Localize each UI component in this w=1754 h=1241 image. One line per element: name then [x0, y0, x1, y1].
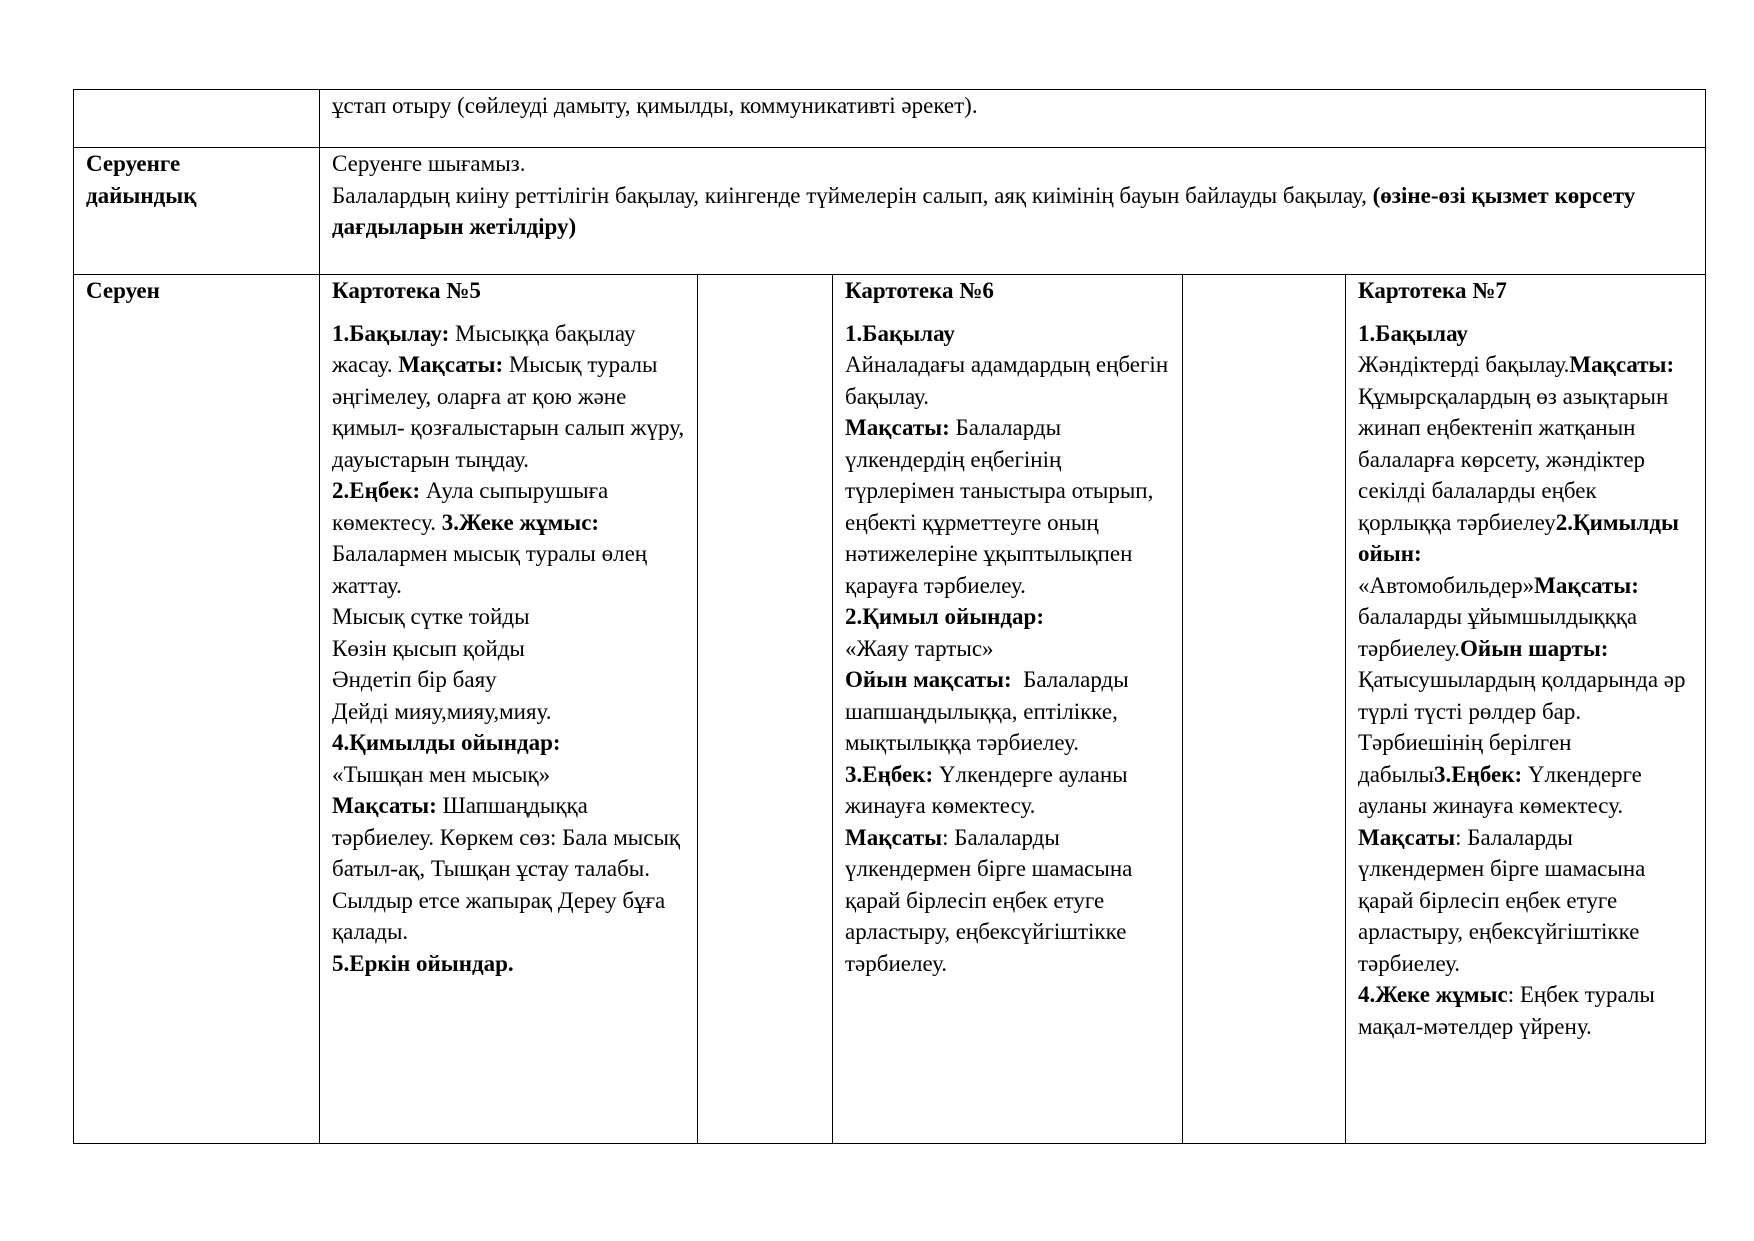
card-6-cell [833, 275, 1183, 1144]
card-5-game-goal-heading: Мақсаты: [332, 793, 437, 818]
poem-line: Әндетіп бір баяу [332, 667, 497, 692]
card-7-observation-heading: 1.Бақылау [1358, 320, 1468, 346]
card-6-game-goal-heading: Ойын мақсаты: [845, 667, 1012, 692]
card-6-observation-heading: 1.Бақылау [845, 320, 955, 346]
table-row [74, 148, 1706, 275]
card-7-individual-text: : Еңбек туралы мақал-мәтелдер үйрену. [1358, 982, 1655, 1039]
card-6-goal-heading: Мақсаты: [845, 415, 950, 440]
card-6-work-text: Үлкендерге ауланы жинауға көмектесу. [845, 761, 1128, 818]
card-5-work [332, 475, 685, 601]
empty-cell [698, 275, 833, 1144]
card-6-work-goal-text: : Балаларды үлкендермен бірге шамасына қарай бірлесіп еңбек етуге арластыру, еңбексүйгіштікке тәрбиелеу. [845, 824, 1133, 976]
row-content-cell [320, 148, 1706, 275]
table-row [74, 275, 1706, 1144]
card-7-work-goal [1358, 822, 1693, 980]
card-7-work-heading: 3.Еңбек: [1434, 761, 1523, 787]
card-5-observation-text: Мысыққа бақылау жасау. [332, 320, 636, 377]
card-5-games [332, 727, 685, 948]
card-5-title: Картотека №5 [332, 278, 481, 303]
card-6-goal-text: Балаларды үлкендердің еңбегінің түрлерімен таныстыра отырып, еңбекті құрметтеуге оның нәтижелеріне ұқыптылықпен қарауға тәрбиелеу. [845, 415, 1154, 598]
row-label-cell [74, 148, 320, 275]
card-7-work-goal-heading: Мақсаты [1358, 824, 1456, 850]
card-6-work-heading: 3.Еңбек: [845, 761, 934, 787]
card-7-game-name: «Автомобильдер» [1358, 572, 1535, 598]
card-5-free-games: 5.Еркін ойындар. [332, 950, 514, 976]
card-7-title: Картотека №7 [1358, 278, 1507, 303]
card-5-observation [332, 318, 685, 476]
card-5-goal-text: Мысық туралы әңгімелеу, оларға ат қою және қимыл- қозғалыстарын салып жүру, дауыстарын тыңдау. [332, 352, 685, 472]
row-label: Серуенге дайындық [86, 151, 197, 208]
card-6-games-heading: 2.Қимыл ойындар: [845, 604, 1045, 629]
card-7-work-goal-text: : Балаларды үлкендермен бірге шамасына қарай бірлесіп еңбек етуге арластыру, еңбексүйгіштікке тәрбиелеу. [1358, 824, 1646, 976]
card-7-goal-text: Құмырсқалардың өз азықтарын жинап еңбектеніп жатқанын балаларға көрсету, жәндіктер секілді балаларды еңбек қорлыққа тәрбиелеу [1358, 383, 1669, 535]
card-6-game-goal [845, 664, 1170, 759]
walk-prep-text: Балалардың киіну реттілігін бақылау, киінгенде түймелерін салып, аяқ киімінің бауын байлауды бақылау, [332, 182, 1373, 208]
card-7-game-goal-heading: Мақсаты: [1534, 572, 1639, 598]
card-5-work-heading: 2.Еңбек: [332, 478, 421, 503]
walk-prep-goal: (өзіне-өзі қызмет көрсету дағдыларын жетілдіру) [332, 182, 1636, 239]
card-5-individual-text: Балалармен мысық туралы өлең жаттау. [332, 541, 648, 598]
card-6-work-goal [845, 822, 1170, 980]
card-6-title: Картотека №6 [845, 278, 994, 303]
card-5-games-heading: 4.Қимылды ойындар: [332, 730, 561, 755]
card-7-work-text: Үлкендерге ауланы жинауға көмектесу. [1358, 761, 1642, 818]
card-5-work-text: Аула сыпырушыға көмектесу. [332, 478, 609, 535]
row-label-cell [74, 275, 320, 1144]
card-6-game-name: «Жаяу тартыс» [845, 635, 994, 661]
walk-prep-line2 [332, 180, 1693, 243]
card-7-game-heading: 2.Қимылды ойын: [1358, 509, 1680, 566]
card-6-work [845, 759, 1170, 822]
card-6-game-goal-text: Балаларды шапшаңдылыққа, ептілікке, мықтылыққа тәрбиелеу. [845, 667, 1135, 755]
row-label-cell [74, 90, 320, 148]
row-content-cell [320, 90, 1706, 148]
card-6-observation-text: Айналадағы адамдардың еңбегін бақылау. [845, 352, 1169, 409]
poem-line: Мысық сүтке тойды [332, 604, 530, 629]
poem-line: Көзін қысып қойды [332, 635, 525, 661]
card-7-block [1358, 318, 1693, 822]
card-6-goal [845, 412, 1170, 601]
schedule-table [73, 89, 1706, 1144]
card-7-rules-heading: Ойын шарты: [1460, 635, 1609, 661]
walk-prep-line1: Серуенге шығамыз. [332, 151, 526, 176]
empty-cell [1183, 275, 1346, 1144]
row-label: Серуен [86, 278, 160, 303]
card-7-observation-text: Жәндіктерді бақылау. [1358, 352, 1570, 377]
card-5-goal-heading: Мақсаты: [398, 352, 504, 377]
poem-line: Дейді мияу,мияу,мияу. [332, 698, 552, 724]
card-7-individual-heading: 4.Жеке жұмыс [1358, 982, 1508, 1007]
card-7-cell [1346, 275, 1706, 1144]
card-6-work-goal-heading: Мақсаты [845, 824, 943, 850]
card-5-game-name: «Тышқан мен мысық» [332, 761, 551, 787]
table-row [74, 90, 1706, 148]
card-5-game-goal-text: Шапшаңдыққа тәрбиелеу. Көркем сөз: Бала мысық батыл-ақ, Тышқан ұстау талабы. Сылдыр етсе жапырақ Дереу бұға қалады. [332, 793, 681, 944]
card-5-observation-heading: 1.Бақылау: [332, 320, 450, 346]
row-text: ұстап отыру (сөйлеуді дамыту, қимылды, коммуникативті әрекет). [332, 93, 978, 118]
card-7-individual [1358, 979, 1693, 1042]
card-5-cell [320, 275, 698, 1144]
card-5-individual-heading: 3.Жеке жұмыс: [441, 509, 600, 535]
card-7-game-goal-text: балаларды ұйымшылдықққа тәрбиелеу. [1358, 604, 1638, 661]
card-7-rules-text: Қатысушылардың қолдарында әр түрлі түсті рөлдер бар. Тәрбиешінің берілген дабылы [1358, 667, 1686, 787]
card-7-goal-heading: Мақсаты: [1569, 352, 1675, 377]
